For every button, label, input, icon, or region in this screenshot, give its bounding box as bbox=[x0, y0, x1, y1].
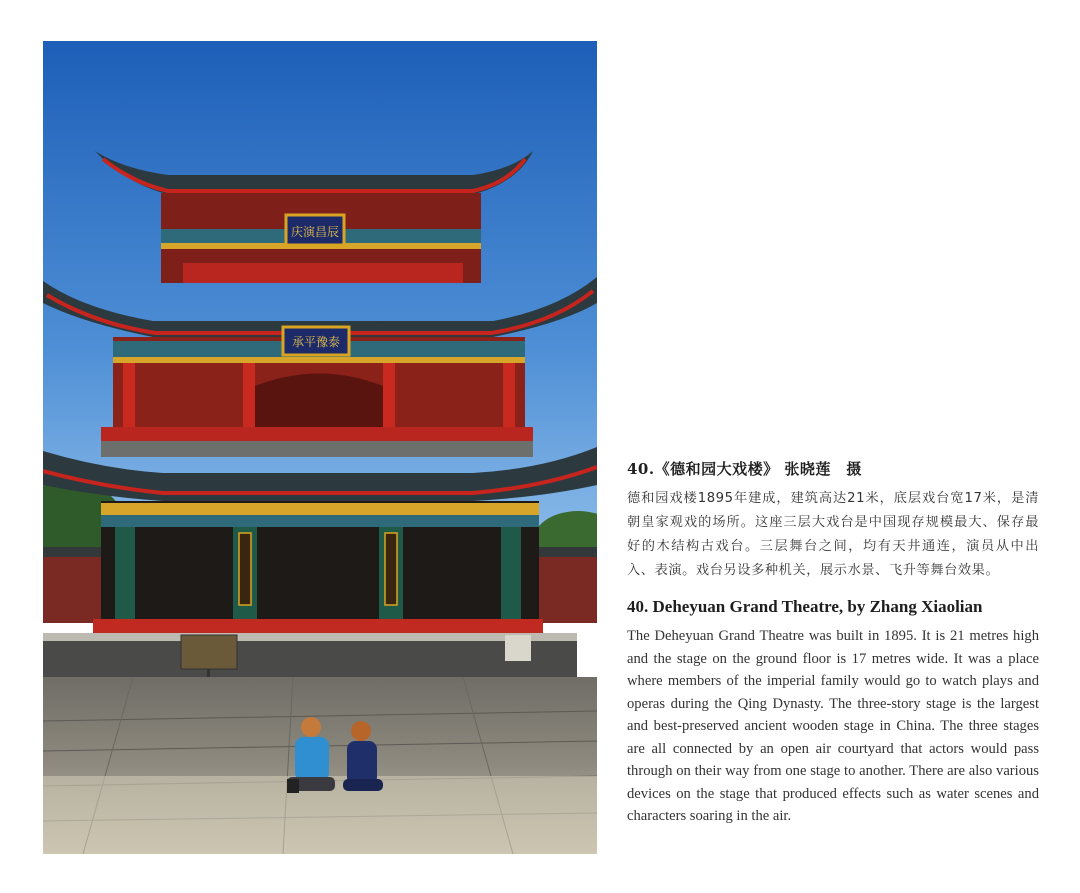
balcony-railing bbox=[101, 427, 533, 441]
caption-title-chinese: 40.《德和园大戏楼》 张晓莲 摄 bbox=[627, 460, 862, 478]
caption-block bbox=[627, 458, 1039, 828]
plaque-top-text: 庆演昌辰 bbox=[290, 225, 340, 239]
stage-railing bbox=[93, 619, 543, 633]
theatre-photo bbox=[43, 41, 597, 854]
column bbox=[115, 527, 135, 623]
caption-body-english: The Deheyuan Grand Theatre was built in 1895. It is 21 metres high and the stage on the ground floor is 17 metres wide. It was a place where members of the imperial family would go to watch plays and operas during the Qing Dynasty. The three-story stage is the largest and best-preserved ancient wooden stage in China. The three stages are all connected by an open air courtyard that actors would pass through on their way from one stage to another. There are also various devices on the stage that produced effects such as water scenes and characters soaring in the air. bbox=[627, 628, 1039, 824]
caption-body-chinese: 德和园戏楼1895年建成，建筑高达21米，底层戏台宽17米，是清朝皇家观戏的场所。这座三层大戏台是中国现存规模最大、保存最好的木结构古戏台。三层舞台之间，均有天井通连，演员从中出入、表演。戏台另设多种机关，展示水景、飞升等舞台效果。 bbox=[627, 491, 1039, 578]
caption-title-english: 40. Deheyuan Grand Theatre, by Zhang Xiaolian bbox=[627, 597, 983, 616]
plaque-middle-text: 承平豫泰 bbox=[291, 335, 341, 349]
sign-board bbox=[181, 635, 237, 669]
column bbox=[501, 527, 521, 623]
